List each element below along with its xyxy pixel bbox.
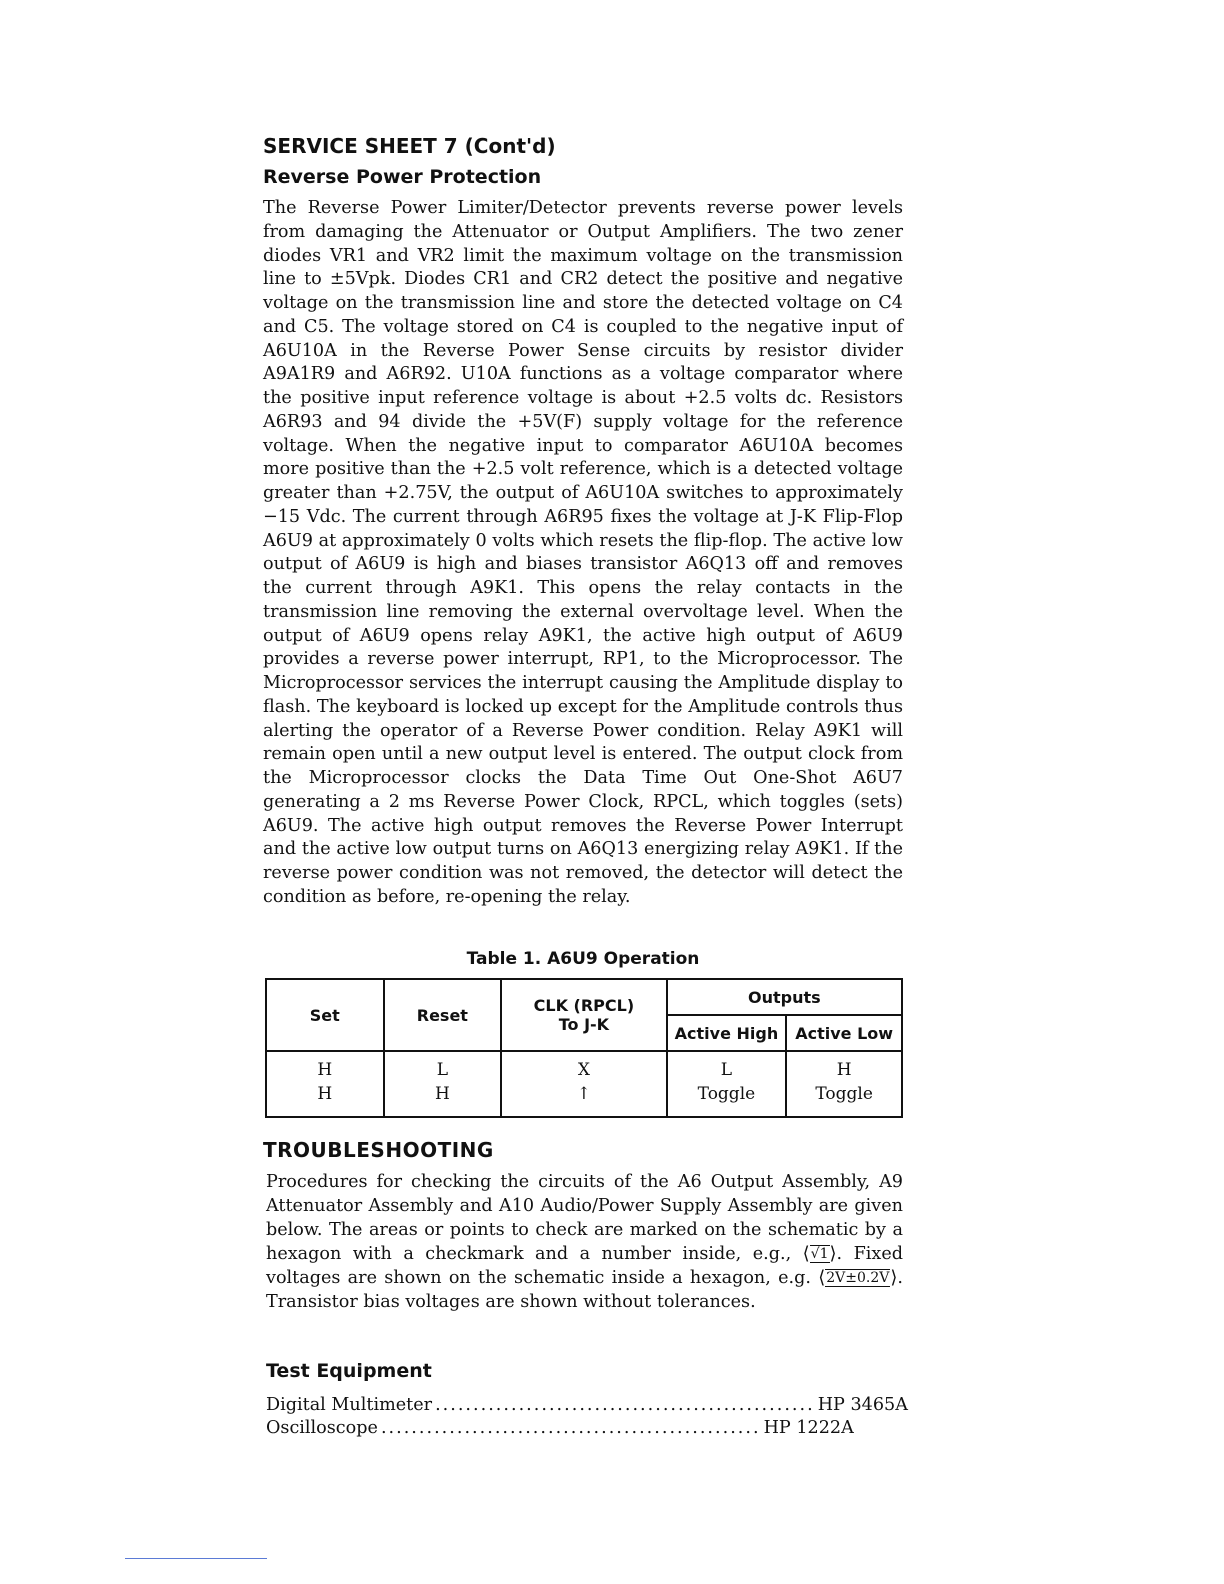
troubleshooting-text-3: . Transistor bias voltages are shown without tolerances. <box>266 1268 903 1312</box>
header-active-low: Active Low <box>786 1015 902 1051</box>
troubleshooting-paragraph <box>266 1170 903 1314</box>
header-set: Set <box>266 979 384 1051</box>
cell-clk: X <box>501 1051 666 1082</box>
cell-set: H <box>266 1051 384 1082</box>
voltage-hexagon-icon: ⟨ 2V±0.2V ⟩ <box>818 1267 898 1288</box>
checkmark-hexagon-icon: ⟨ √1 ⟩ <box>802 1243 837 1264</box>
header-reset: Reset <box>384 979 502 1051</box>
list-item: Oscilloscope .................................................. HP 1222A <box>266 1418 854 1438</box>
footer-divider <box>125 1558 267 1559</box>
cell-clk: ↑ <box>501 1082 666 1117</box>
cell-reset: L <box>384 1051 502 1082</box>
header-clk-line1: CLK (RPCL) <box>533 996 635 1015</box>
header-clk <box>501 979 666 1051</box>
equipment-model: HP 1222A <box>763 1418 854 1438</box>
table-row <box>266 1082 902 1117</box>
test-equipment-heading: Test Equipment <box>266 1360 432 1382</box>
cell-active-high: L <box>667 1051 787 1082</box>
header-outputs: Outputs <box>667 979 902 1015</box>
reverse-power-paragraph: The Reverse Power Limiter/Detector prevents reverse power levels from damaging the Attenuator or Output Amplifiers. The two zener diodes VR1 and VR2 limit the maximum voltage on the transmission line to ±5Vpk. Diodes CR1 and CR2 detect the positive and negative voltage on the transmission line and store the detected voltage on C4 and C5. The voltage stored on C4 is coupled to the negative input of A6U10A in the Reverse Power Sense circuits by resistor divider A9A1R9 and A6R92. U10A functions as a voltage comparator where the positive input reference voltage is about +2.5 volts dc. Resistors A6R93 and 94 divide the +5V(F) supply voltage for the reference voltage. When the negative input to comparator A6U10A becomes more positive than the +2.5 volt reference, which is a detected voltage greater than +2.75V, the output of A6U10A switches to approximately −15 Vdc. The current through A6R95 fixes the voltage at J-K Flip-Flop A6U9 at approximately 0 volts which resets the flip-flop. The active low output of A6U9 is high and biases transistor A6Q13 off and removes the current through A9K1. This opens the relay contacts in the transmission line removing the external overvoltage level. When the output of A6U9 opens relay A9K1, the active high output of A6U9 provides a reverse power interrupt, RP1, to the Microprocessor. The Microprocessor services the interrupt causing the Amplitude display to flash. The keyboard is locked up except for the Amplitude controls thus alerting the operator of a Reverse Power condition. Relay A9K1 will remain open until a new output level is entered. The output clock from the Microprocessor clocks the Data Time Out One-Shot A6U7 generating a 2 ms Reverse Power Clock, RPCL, which toggles (sets) A6U9. The active high output removes the Reverse Power Interrupt and the active low output turns on A6Q13 energizing relay A9K1. If the reverse power condition was not removed, the detector will detect the condition as before, re-opening the relay. <box>263 198 903 907</box>
hex-check-label: √1 <box>810 1246 829 1262</box>
test-equipment-list <box>266 1394 908 1440</box>
equipment-name: Digital Multimeter <box>266 1395 433 1415</box>
troubleshooting-text-1: Procedures for checking the circuits of the A6 Output Assembly, A9 Attenuator Assembly and A10 Audio/Power Supply Assembly are given below. The areas or points to check are marked on the schematic by a hexagon with a checkmark and a number inside, e.g., <box>266 1172 903 1264</box>
header-active-high: Active High <box>667 1015 787 1051</box>
cell-active-low: H <box>786 1051 902 1082</box>
table-title: Table 1. A6U9 Operation <box>466 949 700 969</box>
cell-reset: H <box>384 1082 502 1117</box>
troubleshooting-heading: TROUBLESHOOTING <box>263 1138 494 1162</box>
hex-voltage-label: 2V±0.2V <box>826 1270 890 1286</box>
table-row <box>266 1051 902 1082</box>
header-clk-line2: To J-K <box>558 1015 610 1034</box>
page-title: SERVICE SHEET 7 (Cont'd) <box>263 134 556 158</box>
cell-active-low: Toggle <box>786 1082 902 1117</box>
equipment-name: Oscilloscope <box>266 1418 378 1438</box>
list-item: Digital Multimeter .................................................. HP 3465A <box>266 1395 908 1415</box>
cell-set: H <box>266 1082 384 1117</box>
section-heading-reverse-power: Reverse Power Protection <box>263 166 542 188</box>
a6u9-operation-table <box>265 978 903 1118</box>
cell-active-high: Toggle <box>667 1082 787 1117</box>
troubleshooting-text-2: . Fixed voltages are shown on the schematic inside a hexagon, e.g. <box>266 1244 904 1288</box>
equipment-model: HP 3465A <box>817 1395 908 1415</box>
